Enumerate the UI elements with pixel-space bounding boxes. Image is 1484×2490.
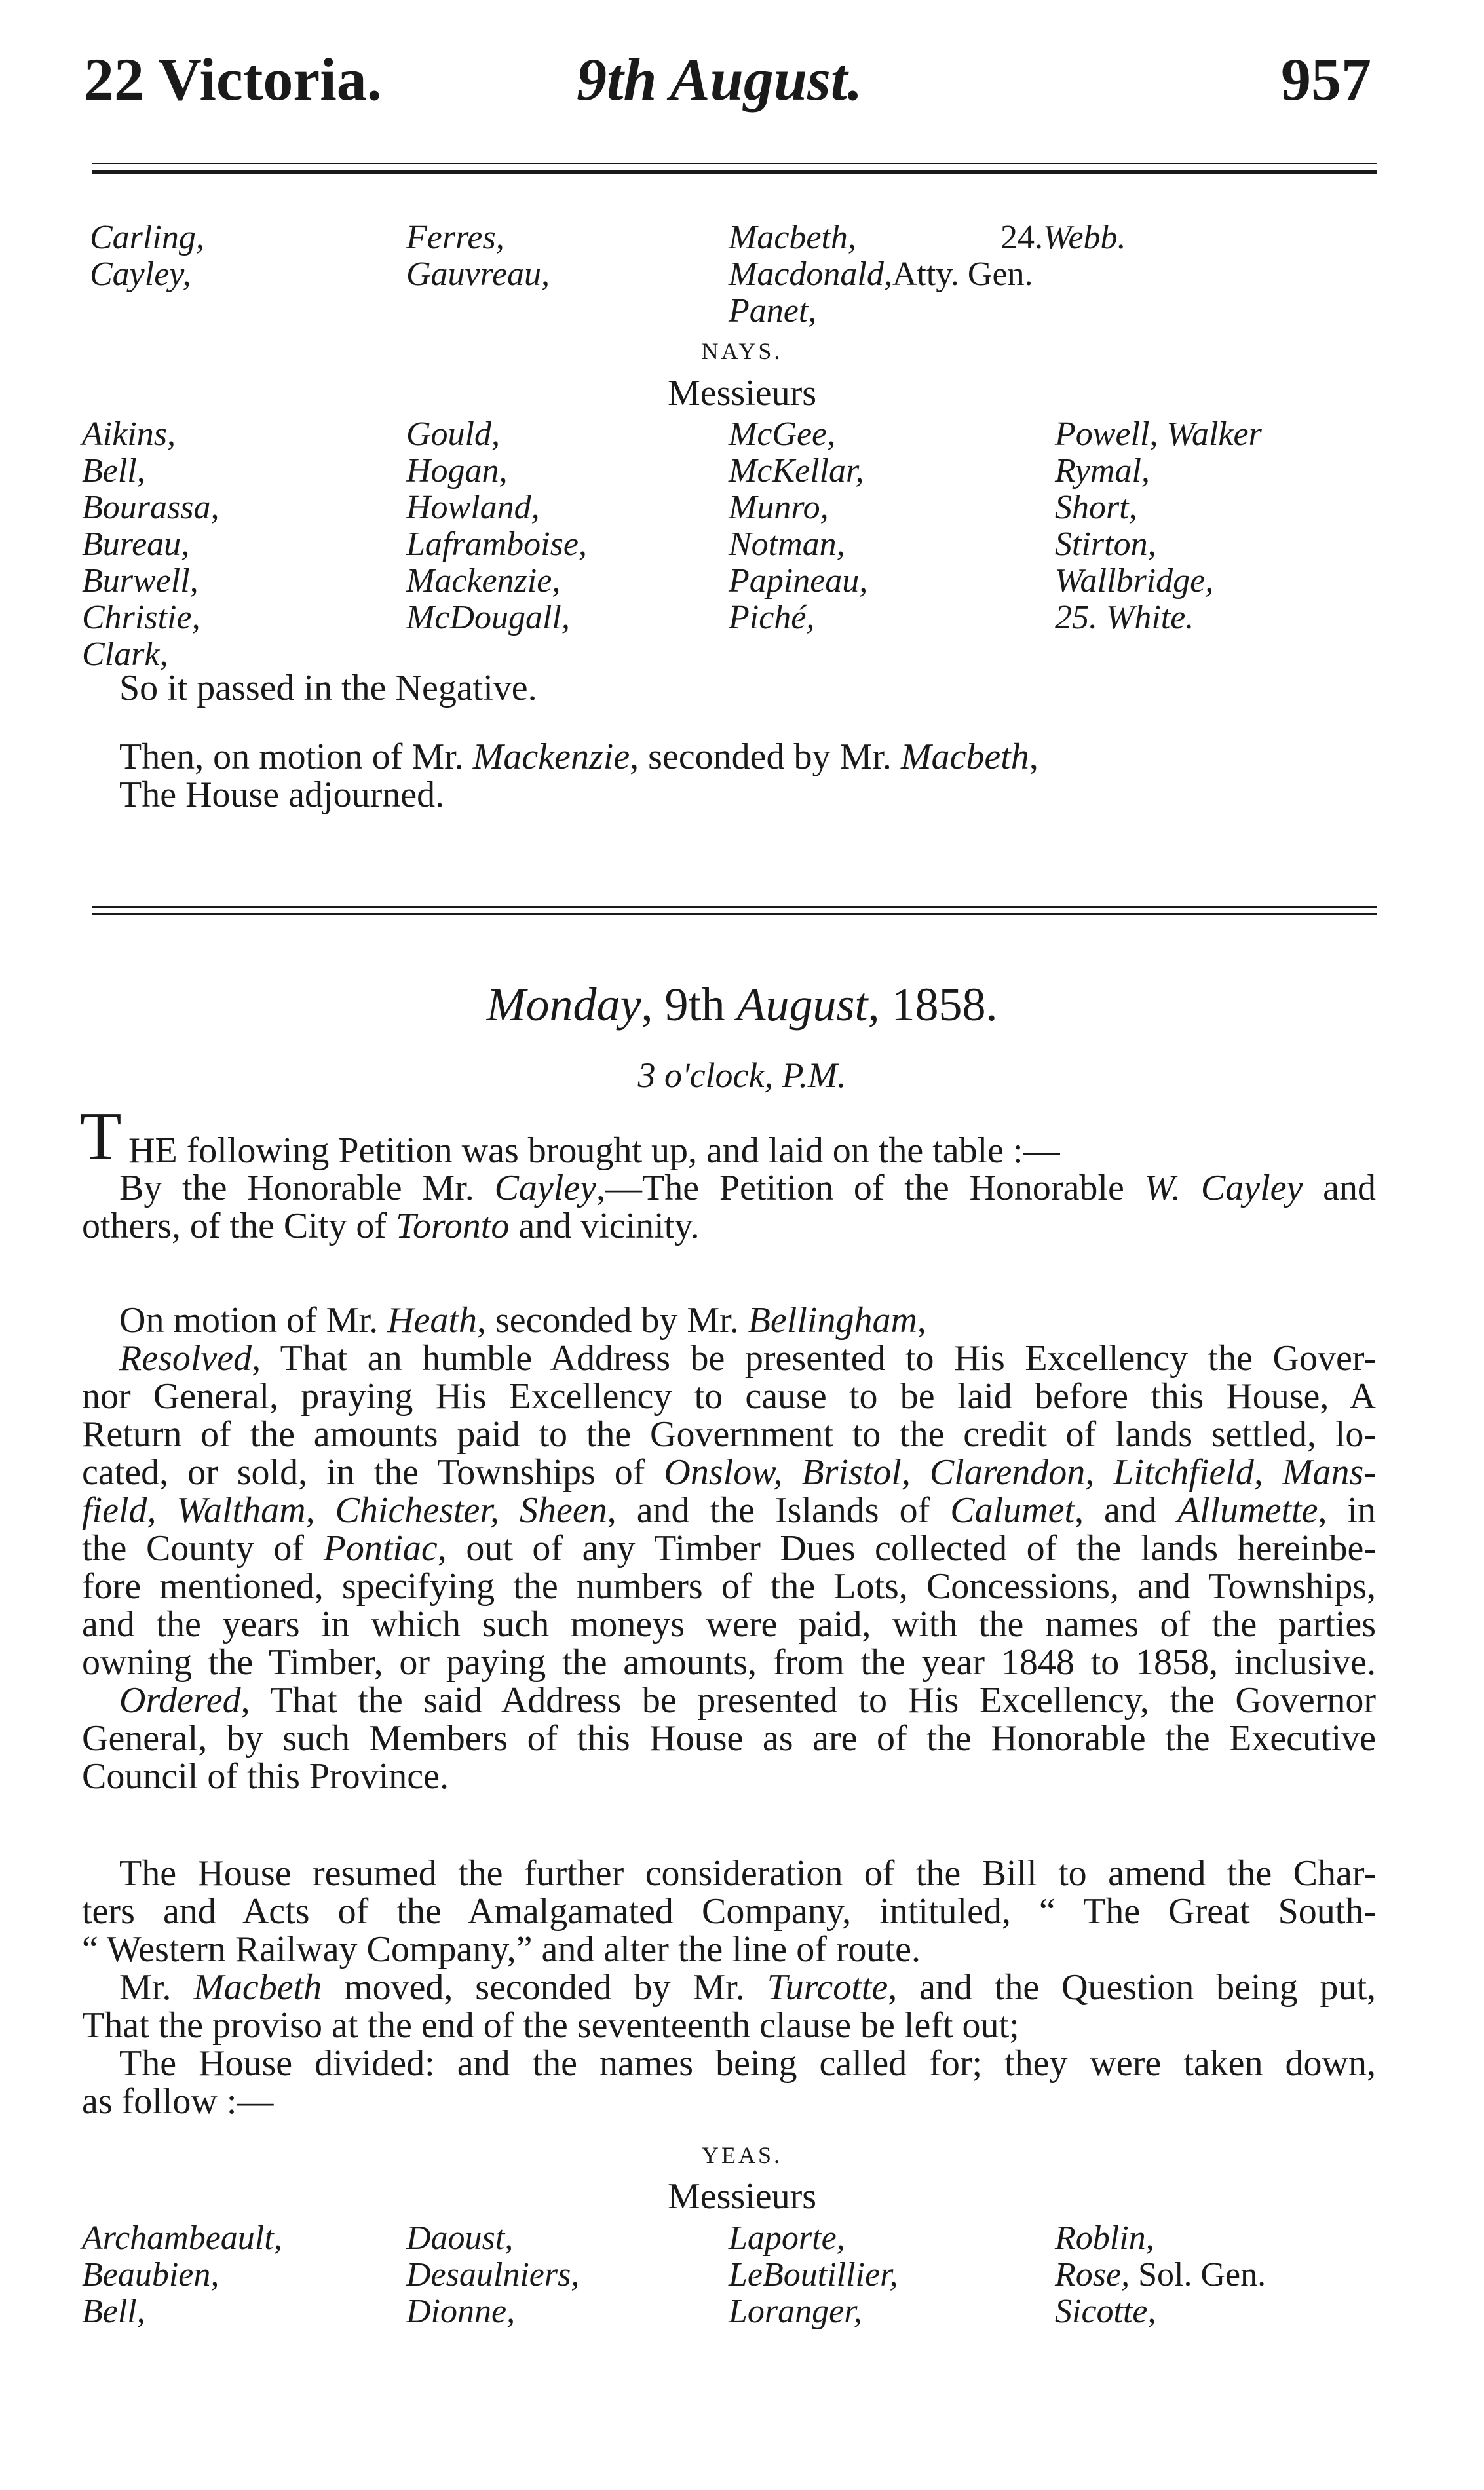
place-name: Calumet (950, 1490, 1075, 1531)
member-name: Daoust, (406, 2219, 514, 2257)
nays-col-2 (406, 416, 587, 636)
member-name: Heath (387, 1300, 477, 1341)
text: , and the Islands of (607, 1490, 951, 1531)
text-line: and the years in which such moneys were paid, with the names of the parties (82, 1604, 1376, 1645)
text: , 9th (641, 978, 737, 1031)
member-title: Sol. Gen. (1138, 2256, 1266, 2293)
text: and (1303, 1168, 1377, 1208)
text-line: The House resumed the further consideration of the Bill to amend the Char- (119, 1853, 1376, 1894)
member-name: Archambeault, (82, 2219, 282, 2257)
text: , and (1075, 1490, 1177, 1531)
nays-col-1 (82, 416, 219, 673)
sitting-time: 3 o'clock, P.M. (637, 1056, 847, 1095)
railway-bill-paragraph (82, 1854, 1376, 2120)
text: cated, or sold, in the Townships of (82, 1452, 664, 1493)
text-line: “ Western Railway Company,” and alter the line of route. (82, 1929, 921, 1970)
member-name: LeBoutillier, (729, 2256, 898, 2293)
text-line (82, 1968, 1376, 2006)
person-name: W. Cayley (1144, 1168, 1303, 1208)
yeas-messieurs: Messieurs (667, 2176, 817, 2217)
weekday: Monday (486, 978, 641, 1031)
member-name: Panet, (729, 292, 817, 330)
text-line (82, 1491, 1376, 1529)
text: Then, on motion of Mr. (119, 737, 473, 777)
nays-col-3 (729, 416, 867, 636)
sitting-date (0, 978, 1484, 1032)
member-name: McDougall, (406, 599, 570, 636)
text: , and the Question being put, (888, 1967, 1377, 2008)
text-line: nor General, praying His Excellency to cause to be laid before this House, A (82, 1376, 1376, 1417)
month: August (736, 978, 868, 1031)
member-name: Aikins, (82, 415, 176, 453)
member-name: Wallbridge, (1055, 562, 1214, 600)
text-line: as follow :— (82, 2081, 274, 2122)
member-name: Munro, (729, 489, 829, 526)
header-rule-top (92, 163, 1377, 164)
member-name: Laporte, (729, 2219, 845, 2257)
member-name: Hogan, (406, 452, 508, 489)
page-number: 957 (1281, 46, 1371, 113)
member-name: Mackenzie, (406, 562, 561, 600)
text: The House adjourned. (119, 775, 445, 815)
place-names: Onslow, Bristol, Clarendon, Litchfield, Mans- (664, 1452, 1376, 1493)
text-line (82, 1529, 1376, 1567)
member-name: Macdonald, (729, 256, 892, 293)
member-name: Carling, (90, 219, 204, 256)
member-name: Bell, (82, 452, 145, 489)
text: others, of the City of (82, 1206, 396, 1246)
member-name: Webb. (1042, 219, 1126, 256)
text-line (82, 1453, 1376, 1491)
yeas-col-1 (82, 2220, 282, 2330)
yeas-col-1 (90, 220, 204, 293)
text-line: That the proviso at the end of the seventeenth clause be left out; (82, 2005, 1019, 2046)
text: , seconded by Mr. (476, 1300, 748, 1341)
member-name: 25. White. (1055, 599, 1194, 636)
nays-label: NAYS. (701, 338, 783, 364)
text: , (1029, 737, 1038, 777)
running-head-left: 22 Victoria. (84, 46, 382, 113)
place-name: Pontiac (323, 1528, 438, 1569)
text: , (917, 1300, 926, 1341)
text-line: fore mentioned, specifying the numbers of the Lots, Concessions, and Townships, (82, 1566, 1376, 1607)
member-name: Cayley, (90, 256, 191, 293)
section-rule-bottom (92, 913, 1377, 915)
text: By the Honorable Mr. (119, 1168, 495, 1208)
member-name: Turcotte (767, 1967, 888, 2008)
text: , in (1318, 1490, 1376, 1531)
text-line: ters and Acts of the Amalgamated Company, intituled, “ The Great South- (82, 1891, 1376, 1932)
member-name: Stirton, (1055, 526, 1156, 563)
vote-result: So it passed in the Negative. (119, 668, 537, 708)
yeas-label: YEAS. (701, 2142, 782, 2168)
vote-count: 24. (1000, 219, 1043, 256)
member-name: Loranger, (729, 2293, 862, 2330)
member-name: Bell, (82, 2293, 145, 2330)
nays-col-4 (1055, 416, 1262, 636)
text: Mr. (119, 1967, 194, 2008)
text-line: Council of this Province. (82, 1756, 449, 1797)
member-name: Beaubien, (82, 2256, 219, 2293)
ordered-label: Ordered (119, 1680, 241, 1721)
yeas-col-4 (1055, 2220, 1266, 2330)
text: moved, seconded by Mr. (322, 1967, 767, 2008)
member-name: Dionne, (406, 2293, 516, 2330)
text: , seconded by Mr. (630, 737, 901, 777)
text: , 1858. (867, 978, 998, 1031)
place-names: field, Waltham, Chichester, Sheen (82, 1490, 607, 1531)
member-name: Rose, (1055, 2256, 1130, 2293)
text-line (82, 1169, 1376, 1207)
text-line (82, 1207, 1376, 1245)
address-motion (82, 1301, 1376, 1795)
member-name: Gauvreau, (406, 256, 550, 293)
member-name: Ferres, (406, 219, 504, 256)
running-head-date: 9th August. (577, 46, 863, 113)
member-name: Rymal, (1055, 452, 1150, 489)
member-name: Bourassa, (82, 489, 219, 526)
member-name: Macbeth (900, 737, 1029, 777)
member-name: Macbeth, (729, 219, 856, 256)
nays-messieurs: Messieurs (667, 373, 817, 413)
member-name: Gould, (406, 415, 500, 453)
drop-cap: T (80, 1098, 122, 1174)
text: , That the said Address be presented to His Excellency, the Governor (240, 1680, 1376, 1721)
member-title: Atty. Gen. (892, 256, 1033, 293)
petition-intro: HE following Petition was brought up, and laid on the table :— (128, 1130, 1060, 1171)
text: ,—The Petition of the Honorable (596, 1168, 1145, 1208)
member-name: Clark, (82, 636, 168, 673)
member-name: Short, (1055, 489, 1137, 526)
text: , That an humble Address be presented to His Excellency the Gover- (252, 1338, 1376, 1379)
petition-paragraph (82, 1169, 1376, 1245)
member-name: Sicotte, (1055, 2293, 1156, 2330)
member-name: Christie, (82, 599, 200, 636)
member-name: McKellar, (729, 452, 864, 489)
text: and vicinity. (509, 1206, 700, 1246)
member-name: Bureau, (82, 526, 190, 563)
text-line: The House divided: and the names being called for; they were taken down, (119, 2043, 1376, 2084)
yeas-col-2 (406, 220, 550, 293)
member-name: Notman, (729, 526, 845, 563)
text: On motion of Mr. (119, 1300, 388, 1341)
member-name: Macbeth (193, 1967, 322, 2008)
member-name: Bellingham (748, 1300, 917, 1341)
text-line (82, 1339, 1376, 1377)
text: the County of (82, 1528, 324, 1569)
text-line: Return of the amounts paid to the Government to the credit of lands settled, lo- (82, 1414, 1376, 1455)
member-name: Cayley (494, 1168, 597, 1208)
place-name: Allumette (1177, 1490, 1318, 1531)
yeas-col-2 (406, 2220, 579, 2330)
member-name: Howland, (406, 489, 540, 526)
adjourn-paragraph (119, 738, 1038, 814)
member-name: Desaulniers, (406, 2256, 580, 2293)
member-name: Burwell, (82, 562, 199, 600)
member-name: Powell, Walker (1055, 415, 1262, 453)
member-name: Mackenzie (472, 737, 630, 777)
member-name: Papineau, (729, 562, 868, 600)
resolved-label: Resolved (119, 1338, 252, 1379)
section-rule-top (92, 906, 1377, 908)
text-line: owning the Timber, or paying the amounts, from the year 1848 to 1858, inclusive. (82, 1642, 1376, 1683)
text-line: General, by such Members of this House as are of the Honorable the Executive (82, 1718, 1376, 1759)
yeas-col-3 (729, 2220, 898, 2330)
member-name: Piché, (729, 599, 815, 636)
member-name: McGee, (729, 415, 836, 453)
member-name: Roblin, (1055, 2219, 1154, 2257)
text-line (82, 1301, 1376, 1339)
text: , out of any Timber Dues collected of the lands hereinbe- (437, 1528, 1376, 1569)
text-line (82, 1681, 1376, 1719)
header-rule-bottom (92, 170, 1377, 174)
place-name: Toronto (396, 1206, 510, 1246)
yeas-col-3 (729, 220, 1126, 330)
member-name: Laframboise, (406, 526, 587, 563)
